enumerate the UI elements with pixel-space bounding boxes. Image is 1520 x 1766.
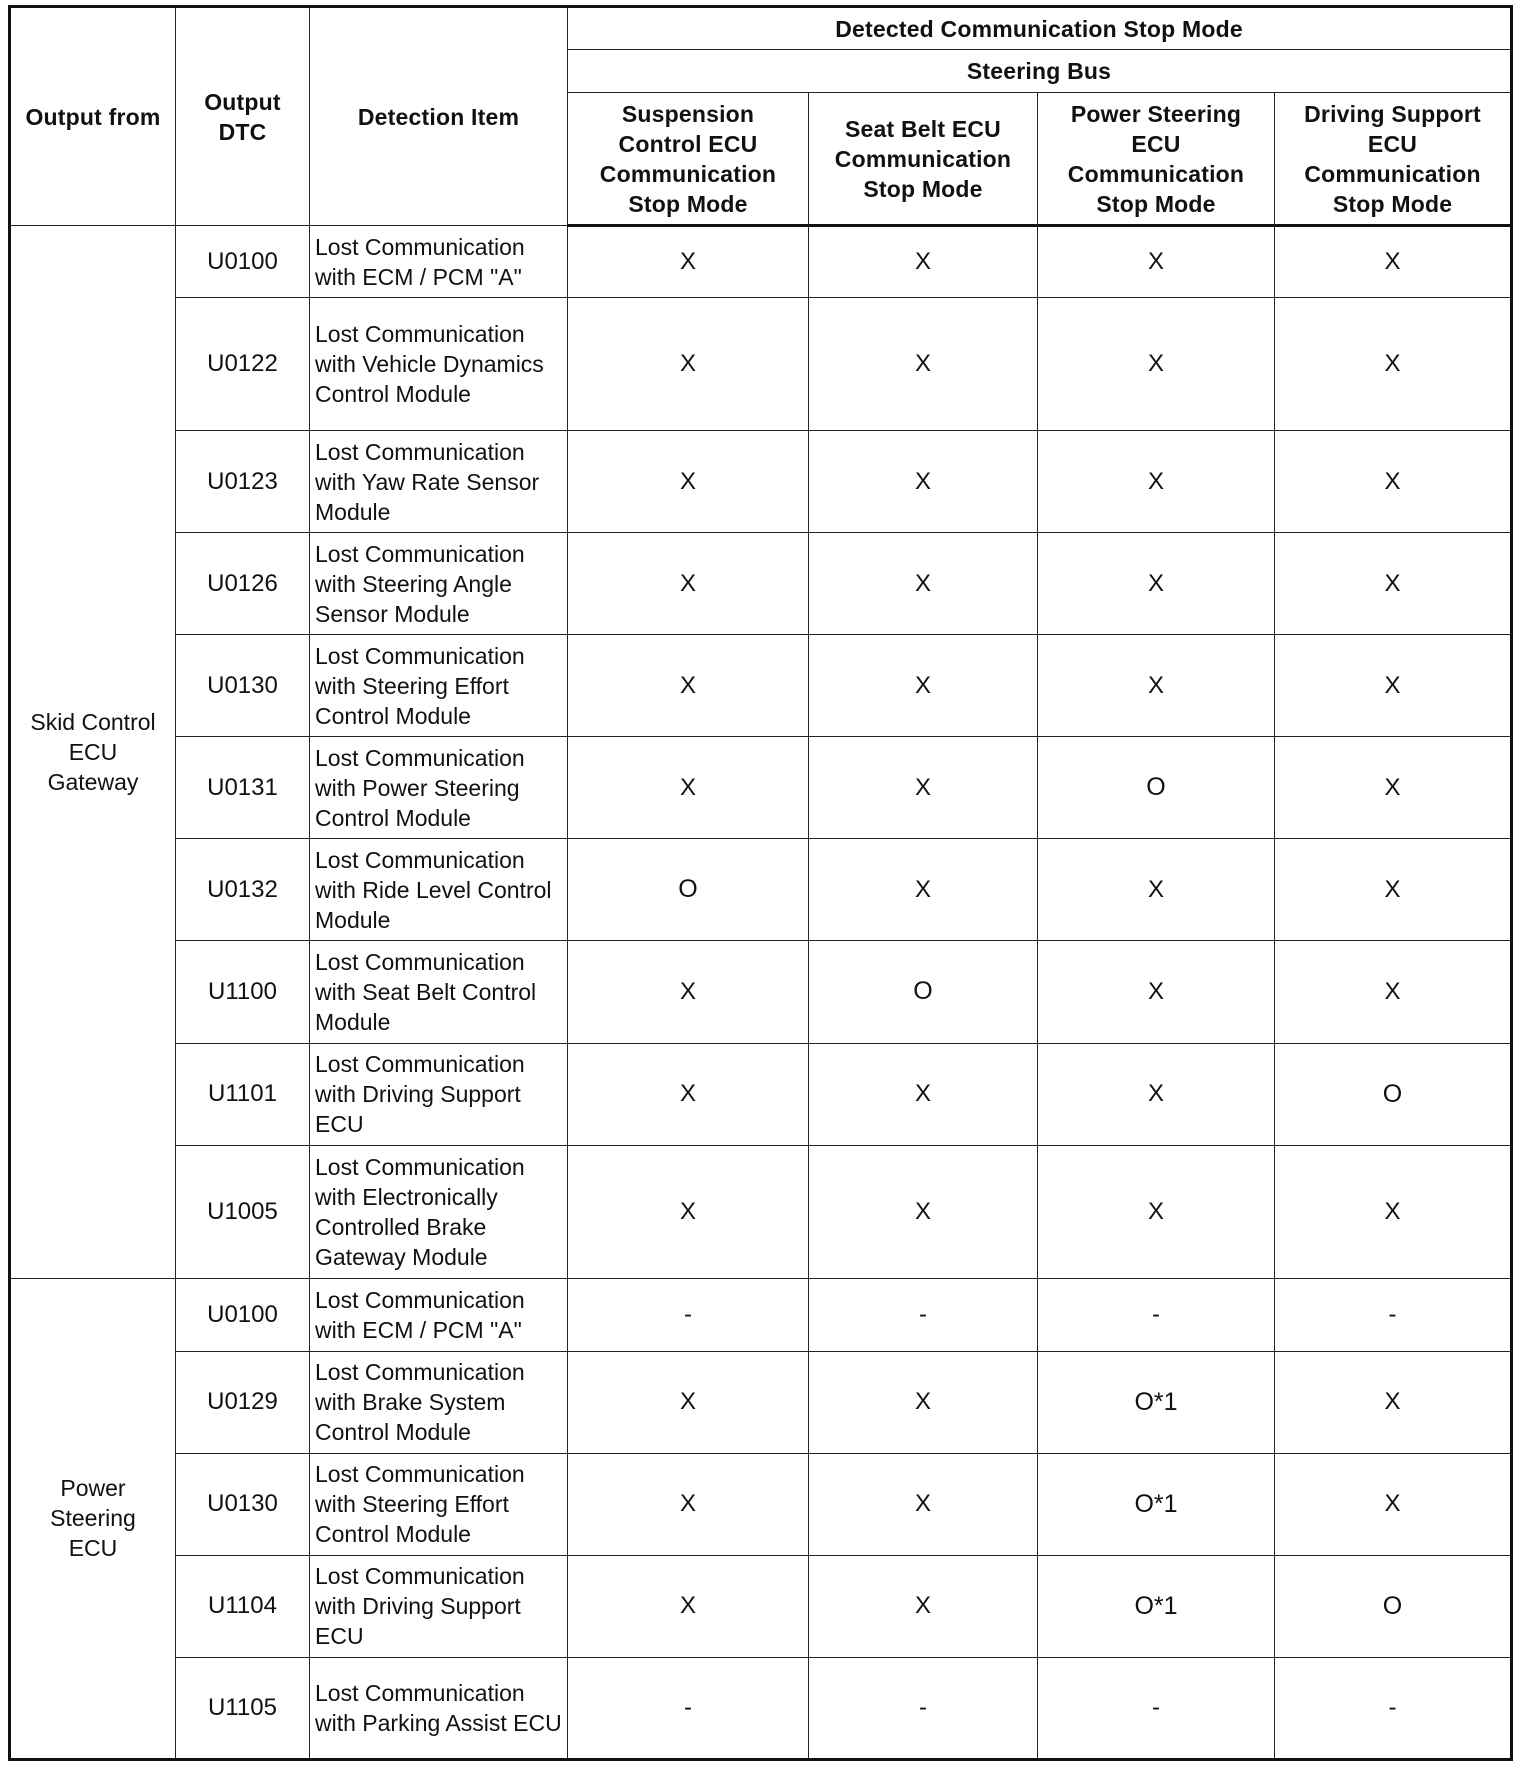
dtc-code-cell: U0129 <box>176 1351 310 1453</box>
stop-mode-mark-cell: X <box>568 737 809 839</box>
dtc-code-cell: U0126 <box>176 533 310 635</box>
dtc-code-cell: U1104 <box>176 1555 310 1657</box>
stop-mode-mark-cell: - <box>1038 1657 1275 1759</box>
header-mode-power-steering <box>1038 93 1275 226</box>
detection-item-cell: Lost Communication with Steering Effort Control Module <box>310 635 568 737</box>
output-from-cell <box>10 1278 176 1759</box>
table-row <box>10 1555 1512 1657</box>
stop-mode-mark-cell: X <box>809 1351 1038 1453</box>
dtc-code-cell: U0122 <box>176 298 310 431</box>
stop-mode-mark-cell: X <box>1275 635 1512 737</box>
stop-mode-mark-cell: - <box>809 1278 1038 1351</box>
table-header <box>10 7 1512 226</box>
table-row <box>10 635 1512 737</box>
detection-item-cell: Lost Communication with Brake System Control Module <box>310 1351 568 1453</box>
stop-mode-mark-cell: O*1 <box>1038 1351 1275 1453</box>
stop-mode-mark-cell: O <box>1275 1555 1512 1657</box>
header-detected-communication-stop-mode: Detected Communication Stop Mode <box>568 7 1512 50</box>
stop-mode-mark-cell: X <box>809 635 1038 737</box>
stop-mode-mark-cell: - <box>568 1278 809 1351</box>
stop-mode-mark-cell: - <box>1038 1278 1275 1351</box>
header-mode-driving-support-label: Driving Support ECU Communication Stop Mode <box>1304 100 1481 217</box>
stop-mode-mark-cell: X <box>1275 839 1512 941</box>
stop-mode-mark-cell: X <box>809 1043 1038 1145</box>
stop-mode-mark-cell: X <box>809 431 1038 533</box>
output-from-cell <box>10 226 176 1279</box>
detection-item-cell: Lost Communication with Driving Support ECU <box>310 1555 568 1657</box>
stop-mode-mark-cell: X <box>1275 737 1512 839</box>
header-output-from: Output from <box>10 7 176 226</box>
stop-mode-mark-cell: X <box>568 226 809 298</box>
detection-item-cell: Lost Communication with Ride Level Control Module <box>310 839 568 941</box>
stop-mode-mark-cell: O*1 <box>1038 1555 1275 1657</box>
dtc-code-cell: U0130 <box>176 1453 310 1555</box>
detection-item-cell: Lost Communication with ECM / PCM "A" <box>310 226 568 298</box>
stop-mode-mark-cell: X <box>568 1555 809 1657</box>
table-row <box>10 941 1512 1043</box>
stop-mode-mark-cell: X <box>568 533 809 635</box>
stop-mode-mark-cell: X <box>809 1555 1038 1657</box>
stop-mode-mark-cell: X <box>1038 226 1275 298</box>
stop-mode-mark-cell: X <box>1275 226 1512 298</box>
stop-mode-mark-cell: X <box>568 1145 809 1278</box>
stop-mode-mark-cell: X <box>1038 1145 1275 1278</box>
table-row <box>10 226 1512 298</box>
table-row <box>10 1351 1512 1453</box>
detection-item-cell: Lost Communication with Electronically Controlled Brake Gateway Module <box>310 1145 568 1278</box>
dtc-code-cell: U0131 <box>176 737 310 839</box>
dtc-code-cell: U1101 <box>176 1043 310 1145</box>
stop-mode-mark-cell: - <box>568 1657 809 1759</box>
stop-mode-mark-cell: X <box>568 1351 809 1453</box>
stop-mode-mark-cell: X <box>1275 431 1512 533</box>
stop-mode-mark-cell: X <box>1275 1351 1512 1453</box>
stop-mode-mark-cell: X <box>568 1453 809 1555</box>
stop-mode-mark-cell: X <box>568 431 809 533</box>
table-row <box>10 533 1512 635</box>
header-mode-suspension <box>568 93 809 226</box>
output-from-label: Power Steering ECU <box>50 1475 136 1562</box>
stop-mode-mark-cell: O <box>1038 737 1275 839</box>
detection-item-cell: Lost Communication with Steering Effort Control Module <box>310 1453 568 1555</box>
stop-mode-mark-cell: X <box>1038 941 1275 1043</box>
output-from-label: Skid Control ECU Gateway <box>30 708 156 795</box>
stop-mode-mark-cell: - <box>1275 1278 1512 1351</box>
detection-item-cell: Lost Communication with Power Steering Control Module <box>310 737 568 839</box>
dtc-code-cell: U1105 <box>176 1657 310 1759</box>
dtc-code-cell: U0132 <box>176 839 310 941</box>
stop-mode-mark-cell: X <box>809 226 1038 298</box>
header-mode-power-steering-label: Power Steering ECU Communication Stop Mode <box>1067 100 1245 217</box>
stop-mode-mark-cell: X <box>809 533 1038 635</box>
stop-mode-mark-cell: X <box>568 635 809 737</box>
table-row <box>10 431 1512 533</box>
table-row <box>10 298 1512 431</box>
table-row <box>10 839 1512 941</box>
table-body <box>10 226 1512 1760</box>
dtc-code-cell: U0130 <box>176 635 310 737</box>
table-row <box>10 1453 1512 1555</box>
detection-item-cell: Lost Communication with Yaw Rate Sensor Module <box>310 431 568 533</box>
stop-mode-mark-cell: X <box>1275 1453 1512 1555</box>
stop-mode-mark-cell: X <box>568 298 809 431</box>
detection-item-cell: Lost Communication with Steering Angle Sensor Module <box>310 533 568 635</box>
dtc-communication-stop-mode-table <box>8 5 1513 1761</box>
dtc-code-cell: U0100 <box>176 226 310 298</box>
header-detection-item: Detection Item <box>310 7 568 226</box>
detection-item-cell: Lost Communication with Vehicle Dynamics Control Module <box>310 298 568 431</box>
stop-mode-mark-cell: X <box>1275 941 1512 1043</box>
table-row <box>10 1043 1512 1145</box>
header-mode-driving-support <box>1275 93 1512 226</box>
stop-mode-mark-cell: X <box>809 737 1038 839</box>
detection-item-cell: Lost Communication with Seat Belt Control Module <box>310 941 568 1043</box>
dtc-code-cell: U0123 <box>176 431 310 533</box>
header-mode-seat-belt <box>809 93 1038 226</box>
stop-mode-mark-cell: X <box>1038 533 1275 635</box>
dtc-code-cell: U0100 <box>176 1278 310 1351</box>
stop-mode-mark-cell: X <box>1038 431 1275 533</box>
stop-mode-mark-cell: - <box>1275 1657 1512 1759</box>
stop-mode-mark-cell: X <box>809 839 1038 941</box>
stop-mode-mark-cell: X <box>809 298 1038 431</box>
dtc-code-cell: U1100 <box>176 941 310 1043</box>
stop-mode-mark-cell: X <box>1275 298 1512 431</box>
stop-mode-mark-cell: O <box>568 839 809 941</box>
dtc-code-cell: U1005 <box>176 1145 310 1278</box>
stop-mode-mark-cell: X <box>568 941 809 1043</box>
table-row <box>10 1145 1512 1278</box>
stop-mode-mark-cell: X <box>809 1145 1038 1278</box>
header-mode-seat-belt-label: Seat Belt ECU Communication Stop Mode <box>834 115 1012 202</box>
detection-item-cell: Lost Communication with Driving Support ECU <box>310 1043 568 1145</box>
stop-mode-mark-cell: X <box>809 1453 1038 1555</box>
header-mode-suspension-label: Suspension Control ECU Communication Stop Mode <box>599 100 777 217</box>
stop-mode-mark-cell: - <box>809 1657 1038 1759</box>
stop-mode-mark-cell: O*1 <box>1038 1453 1275 1555</box>
stop-mode-mark-cell: O <box>1275 1043 1512 1145</box>
stop-mode-mark-cell: O <box>809 941 1038 1043</box>
stop-mode-mark-cell: X <box>1038 635 1275 737</box>
table-row <box>10 1278 1512 1351</box>
detection-item-cell: Lost Communication with Parking Assist ECU <box>310 1657 568 1759</box>
table-row <box>10 737 1512 839</box>
stop-mode-mark-cell: X <box>1038 839 1275 941</box>
header-output-dtc <box>176 7 310 226</box>
header-output-dtc-label: Output DTC <box>204 88 281 145</box>
stop-mode-mark-cell: X <box>568 1043 809 1145</box>
stop-mode-mark-cell: X <box>1038 298 1275 431</box>
stop-mode-mark-cell: X <box>1275 533 1512 635</box>
table-row <box>10 1657 1512 1759</box>
stop-mode-mark-cell: X <box>1038 1043 1275 1145</box>
header-steering-bus: Steering Bus <box>568 50 1512 93</box>
detection-item-cell: Lost Communication with ECM / PCM "A" <box>310 1278 568 1351</box>
stop-mode-mark-cell: X <box>1275 1145 1512 1278</box>
